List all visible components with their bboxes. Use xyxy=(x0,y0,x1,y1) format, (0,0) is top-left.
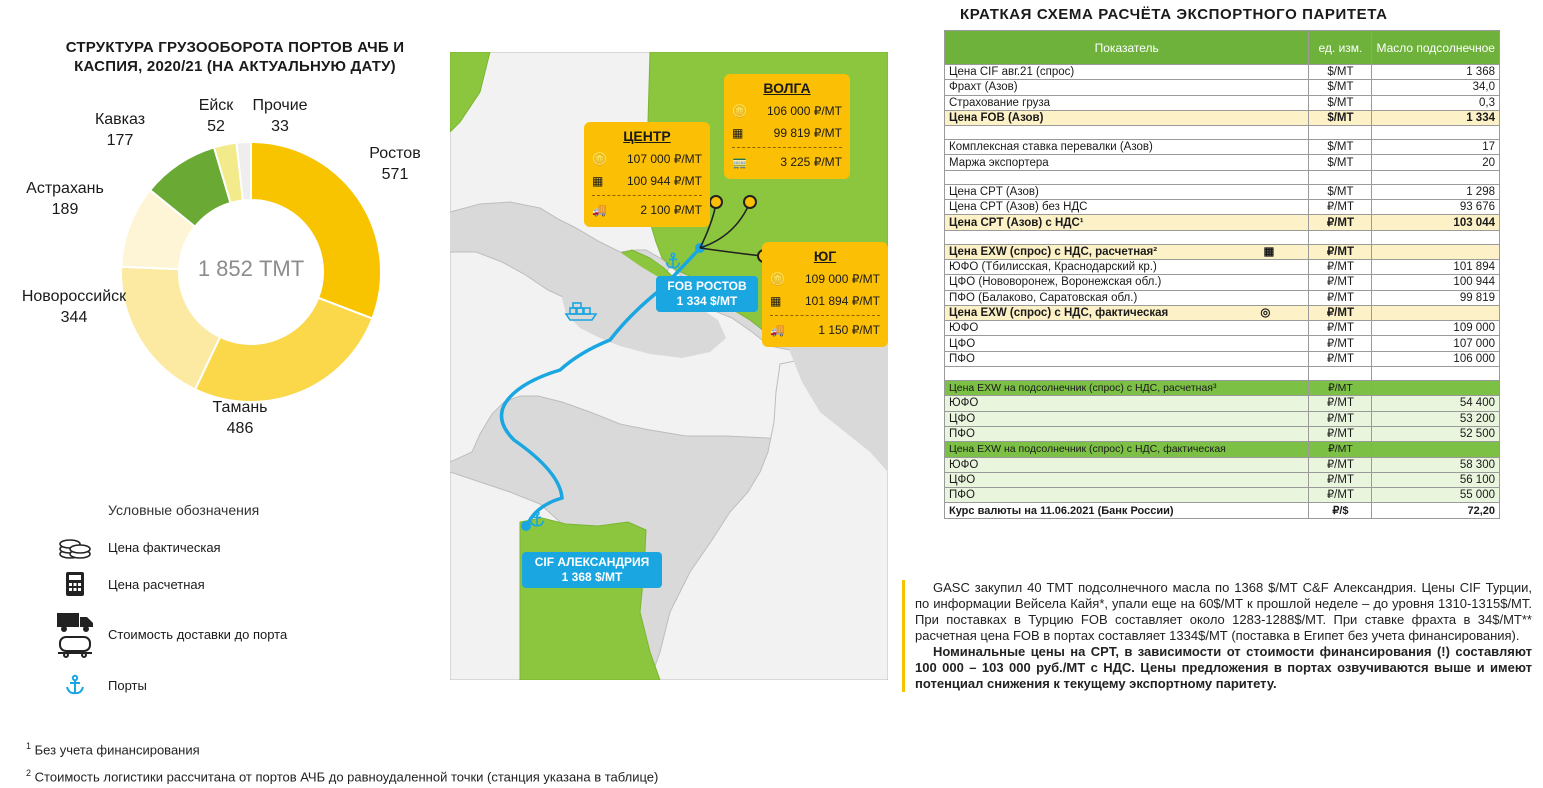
cell-value xyxy=(1372,305,1500,320)
cell-indicator: Страхование груза xyxy=(945,95,1309,110)
cell-unit: $/MT xyxy=(1309,65,1372,80)
cell-unit: ₽/MT xyxy=(1309,381,1372,396)
price-row-delivery: 🚚 1 150 ₽/МТ xyxy=(770,323,880,337)
cell-unit: ₽/MT xyxy=(1309,472,1372,487)
cell-unit xyxy=(1309,170,1372,184)
table-row xyxy=(945,321,1500,336)
cell-value: 58 300 xyxy=(1372,457,1500,472)
table-row xyxy=(945,275,1500,290)
cell-indicator: Цена EXW (спрос) с НДС, расчетная² ▦ xyxy=(945,244,1309,259)
cell-value: 56 100 xyxy=(1372,472,1500,487)
cell-unit: $/MT xyxy=(1309,140,1372,155)
donut-slice-taman xyxy=(195,298,372,402)
price-box-south: ЮГ 🪙 109 000 ₽/МТ ▦ 101 894 ₽/МТ 🚚 1 150 ₽/МТ xyxy=(762,242,888,347)
cell-indicator: ЮФО xyxy=(945,457,1309,472)
table-row xyxy=(945,95,1500,110)
cell-unit: ₽/MT xyxy=(1309,426,1372,441)
cell-unit: ₽/MT xyxy=(1309,259,1372,274)
cell-value xyxy=(1372,230,1500,244)
header-indicator: Показатель xyxy=(945,31,1309,65)
donut-center-label: 1 852 ТМТ xyxy=(197,256,305,281)
price-box-volga: ВОЛГА 🪙 106 000 ₽/МТ ▦ 99 819 ₽/МТ 🚃 3 225 ₽/МТ xyxy=(724,74,850,179)
legend-item-ports: Порты xyxy=(50,670,147,700)
cell-unit xyxy=(1309,126,1372,140)
calculator-icon xyxy=(50,571,100,597)
calculator-icon: ▦ xyxy=(1263,245,1275,258)
cell-value: 0,3 xyxy=(1372,95,1500,110)
cell-indicator: ПФО (Балаково, Саратовская обл.) xyxy=(945,290,1309,305)
cell-value xyxy=(1372,381,1500,396)
table-row xyxy=(945,426,1500,441)
cell-indicator xyxy=(945,230,1309,244)
cell-indicator: ЮФО (Тбилисская, Краснодарский кр.) xyxy=(945,259,1309,274)
ship-icon xyxy=(564,300,598,322)
cell-unit: ₽/MT xyxy=(1309,244,1372,259)
cell-indicator: ЦФО (Нововоронеж, Воронежская обл.) xyxy=(945,275,1309,290)
cell-unit: ₽/MT xyxy=(1309,411,1372,426)
commentary-paragraph-2: Номинальные цены на CPT, в зависимости от стоимости финансирования (!) составляют 100 000 – 103 000 руб./МТ с НДС. Цены предложения в портах озвучиваются выше и имеют потенциал снижения к текущему экспортному паритету. xyxy=(915,644,1532,691)
price-row-actual: 🪙 106 000 ₽/МТ xyxy=(732,104,842,118)
cell-indicator: ПФО xyxy=(945,488,1309,503)
cell-unit: ₽/MT xyxy=(1309,351,1372,366)
cell-indicator: Цена EXW на подсолнечник (спрос) с НДС, фактическая xyxy=(945,442,1309,457)
coins-icon: 🪙 xyxy=(770,272,785,286)
cell-indicator: Комплексная ставка перевалки (Азов) xyxy=(945,140,1309,155)
cell-unit: $/MT xyxy=(1309,95,1372,110)
cell-unit xyxy=(1309,367,1372,381)
cell-value: 20 xyxy=(1372,155,1500,170)
table-row xyxy=(945,351,1500,366)
cell-value: 53 200 xyxy=(1372,411,1500,426)
price-row-delivery: 🚚 2 100 ₽/МТ xyxy=(592,203,702,217)
cell-indicator: ПФО xyxy=(945,426,1309,441)
cell-indicator: Фрахт (Азов) xyxy=(945,80,1309,95)
price-row-actual: 🪙 107 000 ₽/МТ xyxy=(592,152,702,166)
port-label-fob-rostov: FOB РОСТОВ 1 334 $/MT xyxy=(656,276,758,312)
table-row xyxy=(945,442,1500,457)
table-row xyxy=(945,200,1500,215)
cell-value xyxy=(1372,367,1500,381)
cell-unit xyxy=(1309,230,1372,244)
calculator-icon: ▦ xyxy=(732,126,744,140)
cell-value: 101 894 xyxy=(1372,259,1500,274)
price-row-actual: 🪙 109 000 ₽/МТ xyxy=(770,272,880,286)
table-row xyxy=(945,381,1500,396)
truck-and-rail-tank-icon xyxy=(50,609,100,659)
cell-indicator: ЦФО xyxy=(945,336,1309,351)
cell-indicator: ПФО xyxy=(945,351,1309,366)
cell-indicator: ЮФО xyxy=(945,396,1309,411)
donut-label-other: Прочие 33 xyxy=(252,97,308,135)
cell-value: 107 000 xyxy=(1372,336,1500,351)
cell-indicator xyxy=(945,170,1309,184)
table-row xyxy=(945,110,1500,125)
table-row xyxy=(945,336,1500,351)
cell-indicator: Цена FOB (Азов) xyxy=(945,110,1309,125)
cell-unit: $/MT xyxy=(1309,155,1372,170)
cell-indicator: ЦФО xyxy=(945,472,1309,487)
legend-item-actual: Цена фактическая xyxy=(50,532,221,562)
cell-unit: ₽/MT xyxy=(1309,305,1372,320)
cell-indicator: Цена CPT (Азов) xyxy=(945,184,1309,199)
table-row xyxy=(945,503,1500,518)
cell-value xyxy=(1372,126,1500,140)
table-spacer-row xyxy=(945,170,1500,184)
price-box-center: ЦЕНТР 🪙 107 000 ₽/МТ ▦ 100 944 ₽/МТ 🚚 2 100 ₽/МТ xyxy=(584,122,710,227)
cell-value: 99 819 xyxy=(1372,290,1500,305)
cell-value: 52 500 xyxy=(1372,426,1500,441)
footnote-1: $^1$ Без учета финансирования xyxy=(26,741,200,758)
cell-value xyxy=(1372,244,1500,259)
cell-unit: ₽/MT xyxy=(1309,457,1372,472)
cell-indicator: Маржа экспортера xyxy=(945,155,1309,170)
table-row xyxy=(945,411,1500,426)
cell-indicator: Цена CIF авг.21 (спрос) xyxy=(945,65,1309,80)
table-row xyxy=(945,290,1500,305)
table-row xyxy=(945,65,1500,80)
truck-icon: 🚚 xyxy=(592,203,607,217)
cell-unit: $/MT xyxy=(1309,80,1372,95)
legend-item-delivery: Стоимость доставки до порта xyxy=(50,608,287,660)
parity-table-title: КРАТКАЯ СХЕМА РАСЧЁТА ЭКСПОРТНОГО ПАРИТЕТА xyxy=(960,6,1388,23)
header-unit: ед. изм. xyxy=(1309,31,1372,65)
cell-unit: ₽/MT xyxy=(1309,215,1372,230)
cell-unit: ₽/MT xyxy=(1309,336,1372,351)
table-row xyxy=(945,472,1500,487)
cell-unit: $/MT xyxy=(1309,110,1372,125)
cell-unit: ₽/MT xyxy=(1309,200,1372,215)
price-row-calculated: ▦ 101 894 ₽/МТ xyxy=(770,294,880,308)
donut-label-astrakhan: Астрахань 189 xyxy=(26,180,104,218)
table-spacer-row xyxy=(945,367,1500,381)
commentary-paragraph-1: GASC закупил 40 ТМТ подсолнечного масла по 1368 $/МТ C&F Александрия. Цены CIF Турции, по информации Вейсела Кайя*, упали еще на 60$/МТ к прошлой неделе – до уровня 1310-1315$/МТ. При поставках в Турцию FOB составляет около 1283-1288$/МТ. При ставке фрахта в 34$/МТ** расчетная цена FOB в портах составляет 1334$/МТ (поставка в Египет без учета финансирования). xyxy=(915,580,1532,643)
truck-icon: 🚚 xyxy=(770,323,785,337)
table-spacer-row xyxy=(945,126,1500,140)
cell-value: 34,0 xyxy=(1372,80,1500,95)
cell-value: 93 676 xyxy=(1372,200,1500,215)
calculator-icon: ▦ xyxy=(770,294,782,308)
cell-unit: $/MT xyxy=(1309,184,1372,199)
table-row xyxy=(945,396,1500,411)
cell-value xyxy=(1372,442,1500,457)
coins-icon: ◎ xyxy=(1260,307,1271,319)
table-row xyxy=(945,244,1500,259)
table-row xyxy=(945,155,1500,170)
legend-title: Условные обозначения xyxy=(108,502,260,518)
donut-label-novorossiysk: Новороссийск 344 xyxy=(21,288,127,326)
cell-unit: ₽/MT xyxy=(1309,396,1372,411)
cell-value: 1 334 xyxy=(1372,110,1500,125)
cell-value: 1 368 xyxy=(1372,65,1500,80)
header-sunflower-oil: Масло подсолнечное xyxy=(1372,31,1500,65)
donut-label-kavkaz: Кавказ 177 xyxy=(94,111,146,149)
table-row xyxy=(945,457,1500,472)
cell-unit: ₽/MT xyxy=(1309,275,1372,290)
table-header-row xyxy=(945,31,1500,65)
price-row-delivery: 🚃 3 225 ₽/МТ xyxy=(732,155,842,169)
donut-label-eysk: Ейск 52 xyxy=(198,97,234,135)
cell-indicator xyxy=(945,126,1309,140)
export-route-map xyxy=(450,52,888,680)
cell-value: 17 xyxy=(1372,140,1500,155)
coins-icon xyxy=(50,534,100,560)
cell-unit: ₽/MT xyxy=(1309,488,1372,503)
cell-value: 100 944 xyxy=(1372,275,1500,290)
donut-chart-title: СТРУКТУРА ГРУЗООБОРОТА ПОРТОВ АЧБ И КАСПИЯ, 2020/21 (НА АКТУАЛЬНУЮ ДАТУ) xyxy=(65,39,405,75)
cell-indicator: Курс валюты на 11.06.2021 (Банк России) xyxy=(945,503,1309,518)
rail-tank-icon: 🚃 xyxy=(732,155,747,169)
cell-unit: ₽/$ xyxy=(1309,503,1372,518)
table-row xyxy=(945,184,1500,199)
table-row xyxy=(945,140,1500,155)
cell-unit: ₽/MT xyxy=(1309,290,1372,305)
table-row xyxy=(945,215,1500,230)
cell-indicator: ЮФО xyxy=(945,321,1309,336)
cell-indicator: Цена EXW на подсолнечник (спрос) с НДС, расчетная³ xyxy=(945,381,1309,396)
cell-unit: ₽/MT xyxy=(1309,442,1372,457)
legend-item-calculated: Цена расчетная xyxy=(50,569,205,599)
coins-icon: 🪙 xyxy=(732,104,747,118)
table-row xyxy=(945,80,1500,95)
cell-value: 109 000 xyxy=(1372,321,1500,336)
anchor-icon xyxy=(50,674,100,696)
cell-indicator: ЦФО xyxy=(945,411,1309,426)
port-label-cif-alexandria: CIF АЛЕКСАНДРИЯ 1 368 $/MT xyxy=(522,552,662,588)
cell-value: 55 000 xyxy=(1372,488,1500,503)
donut-label-rostov: Ростов 571 xyxy=(369,145,421,183)
cell-value xyxy=(1372,170,1500,184)
anchor-icon xyxy=(528,510,546,528)
calculator-icon: ▦ xyxy=(592,174,604,188)
donut-label-taman: Тамань 486 xyxy=(212,399,268,437)
cell-value: 106 000 xyxy=(1372,351,1500,366)
market-commentary xyxy=(902,580,1532,692)
table-row xyxy=(945,488,1500,503)
cell-unit: ₽/MT xyxy=(1309,321,1372,336)
footnote-2: $^2$ Стоимость логистики рассчитана от портов АЧБ до равноудаленной точки (станция указана в таблице) xyxy=(26,768,659,785)
table-row xyxy=(945,305,1500,320)
cell-value: 54 400 xyxy=(1372,396,1500,411)
cell-value: 72,20 xyxy=(1372,503,1500,518)
cell-indicator: Цена EXW (спрос) с НДС, фактическая ◎ xyxy=(945,305,1309,320)
cell-value: 1 298 xyxy=(1372,184,1500,199)
price-row-calculated: ▦ 100 944 ₽/МТ xyxy=(592,174,702,188)
export-parity-table xyxy=(944,30,1500,519)
anchor-icon xyxy=(664,252,682,270)
cell-indicator: Цена CPT (Азов) без НДС xyxy=(945,200,1309,215)
price-row-calculated: ▦ 99 819 ₽/МТ xyxy=(732,126,842,140)
table-spacer-row xyxy=(945,230,1500,244)
cell-indicator: Цена CPT (Азов) с НДС¹ xyxy=(945,215,1309,230)
coins-icon: 🪙 xyxy=(592,152,607,166)
cell-indicator xyxy=(945,367,1309,381)
cell-value: 103 044 xyxy=(1372,215,1500,230)
table-row xyxy=(945,259,1500,274)
